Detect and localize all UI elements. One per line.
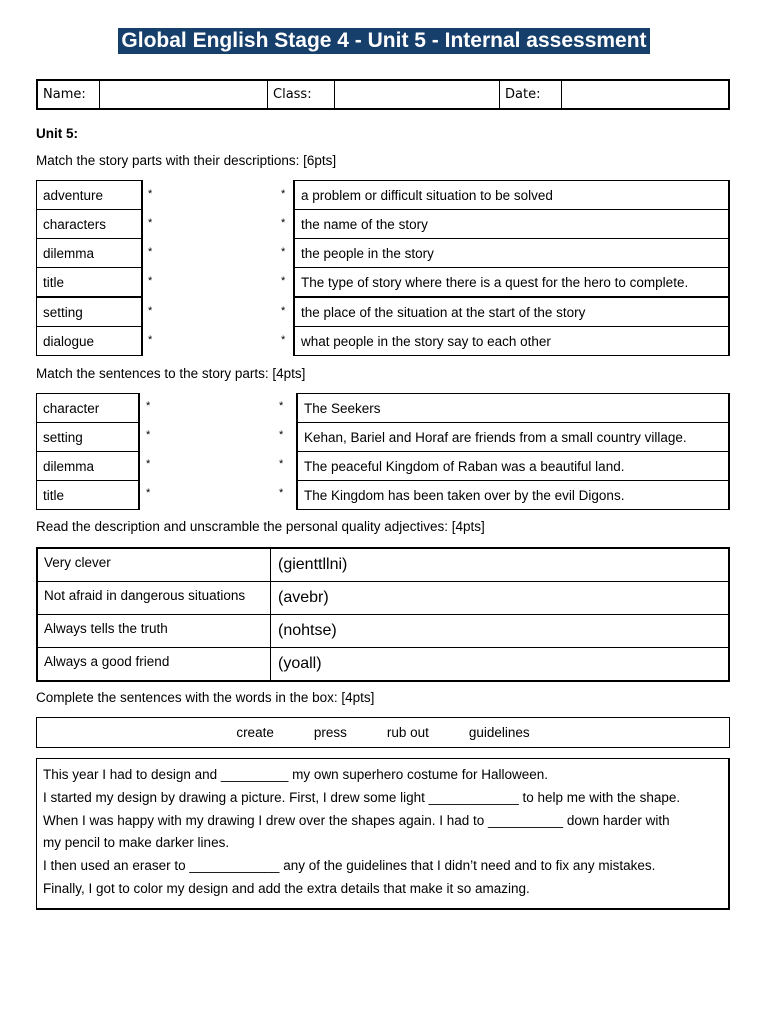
match-dot-left[interactable]: * [148, 217, 153, 229]
match-dot-left[interactable]: * [146, 487, 151, 499]
date-field[interactable] [562, 81, 728, 108]
match-dot-right[interactable]: * [281, 246, 286, 258]
story-part-term: character [36, 393, 140, 423]
story-part-description: a problem or difficult situation to be solved [293, 180, 730, 210]
story-part-description: the name of the story [293, 209, 730, 239]
scrambled-word[interactable]: (nohtse) [278, 622, 337, 639]
word-bank-item: create [236, 725, 274, 740]
story-part-description: The type of story where there is a quest for the hero to complete. [293, 267, 730, 297]
paragraph-line: I then used an eraser to ____________ any of the guidelines that I didn’t need and to fix any mistakes. [43, 858, 656, 874]
story-part-term: dialogue [36, 326, 143, 356]
sentence-matching [36, 393, 730, 509]
match-dot-left[interactable]: * [148, 275, 153, 287]
story-part-term: dilemma [36, 238, 143, 268]
table-row [38, 647, 728, 680]
story-sentence: The peaceful Kingdom of Raban was a beautiful land. [296, 451, 730, 481]
story-part-term: title [36, 480, 140, 510]
story-sentence: The Kingdom has been taken over by the evil Digons. [296, 480, 730, 510]
match-dot-left[interactable]: * [148, 305, 153, 317]
story-part-description: what people in the story say to each other [293, 326, 730, 356]
quality-description: Always a good friend [38, 648, 271, 680]
paragraph-line: This year I had to design and _________ my own superhero costume for Halloween. [43, 767, 549, 782]
table-row [38, 581, 728, 614]
match-dot-left[interactable]: * [148, 188, 153, 200]
paragraph-line: When I was happy with my drawing I drew over the shapes again. I had to __________ down harder with [43, 812, 670, 828]
paragraph-line: Finally, I got to color my design and add the extra details that make it so amazing. [43, 880, 530, 896]
story-sentence: The Seekers [296, 393, 730, 423]
story-part-description: the place of the situation at the start of the story [293, 297, 730, 327]
title-wrapper [0, 28, 768, 54]
scrambled-word[interactable]: (yoall) [278, 655, 322, 672]
section1-instruction: Match the story parts with their descriptions: [6pts] [36, 153, 337, 168]
story-part-term: title [36, 267, 143, 297]
match-dot-right[interactable]: * [281, 188, 286, 200]
story-part-term: setting [36, 422, 140, 452]
match-dot-right[interactable]: * [279, 429, 284, 441]
match-dot-left[interactable]: * [146, 400, 151, 412]
story-parts-matching [36, 180, 730, 356]
match-dot-right[interactable]: * [279, 487, 284, 499]
story-part-term: adventure [36, 180, 143, 210]
match-dot-left[interactable]: * [146, 458, 151, 470]
scrambled-word[interactable]: (gienttllni) [278, 556, 348, 573]
quality-description: Not afraid in dangerous situations [38, 582, 271, 614]
section4-instruction: Complete the sentences with the words in the box: [4pts] [36, 690, 375, 705]
student-info-table [36, 79, 730, 110]
section2-instruction: Match the sentences to the story parts: [4pts] [36, 366, 306, 381]
section3-instruction: Read the description and unscramble the personal quality adjectives: [4pts] [36, 519, 485, 534]
quality-description: Very clever [38, 549, 271, 581]
match-dot-right[interactable]: * [281, 217, 286, 229]
word-bank-item: guidelines [468, 725, 530, 740]
name-label: Name: [38, 81, 100, 108]
story-part-term: dilemma [36, 451, 140, 481]
word-bank-item: press [313, 725, 347, 740]
fill-in-paragraph [36, 758, 730, 910]
scrambled-word[interactable]: (avebr) [278, 589, 329, 606]
story-part-term: characters [36, 209, 143, 239]
adjective-unscramble-table [36, 547, 730, 682]
date-label: Date: [500, 81, 562, 108]
match-dot-right[interactable]: * [281, 275, 286, 287]
quality-description: Always tells the truth [38, 615, 271, 647]
match-dot-left[interactable]: * [146, 429, 151, 441]
table-row [38, 614, 728, 647]
table-row [38, 549, 728, 581]
name-field[interactable] [100, 81, 268, 108]
class-field[interactable] [335, 81, 500, 108]
match-dot-right[interactable]: * [279, 400, 284, 412]
word-bank-item: rub out [386, 725, 429, 740]
match-dot-left[interactable]: * [148, 246, 153, 258]
story-part-term: setting [36, 297, 143, 327]
match-dot-right[interactable]: * [281, 334, 286, 346]
page-title: Global English Stage 4 - Unit 5 - Internal assessment [118, 28, 649, 54]
paragraph-line: my pencil to make darker lines. [43, 835, 230, 851]
match-dot-right[interactable]: * [279, 458, 284, 470]
unit-label: Unit 5: [36, 126, 78, 141]
word-bank [36, 717, 730, 748]
match-dot-right[interactable]: * [281, 305, 286, 317]
class-label: Class: [268, 81, 335, 108]
story-part-description: the people in the story [293, 238, 730, 268]
story-sentence: Kehan, Bariel and Horaf are friends from a small country village. [296, 422, 730, 452]
match-dot-left[interactable]: * [148, 334, 153, 346]
paragraph-line: I started my design by drawing a picture. First, I drew some light ____________ to help me with the shape. [43, 789, 681, 805]
